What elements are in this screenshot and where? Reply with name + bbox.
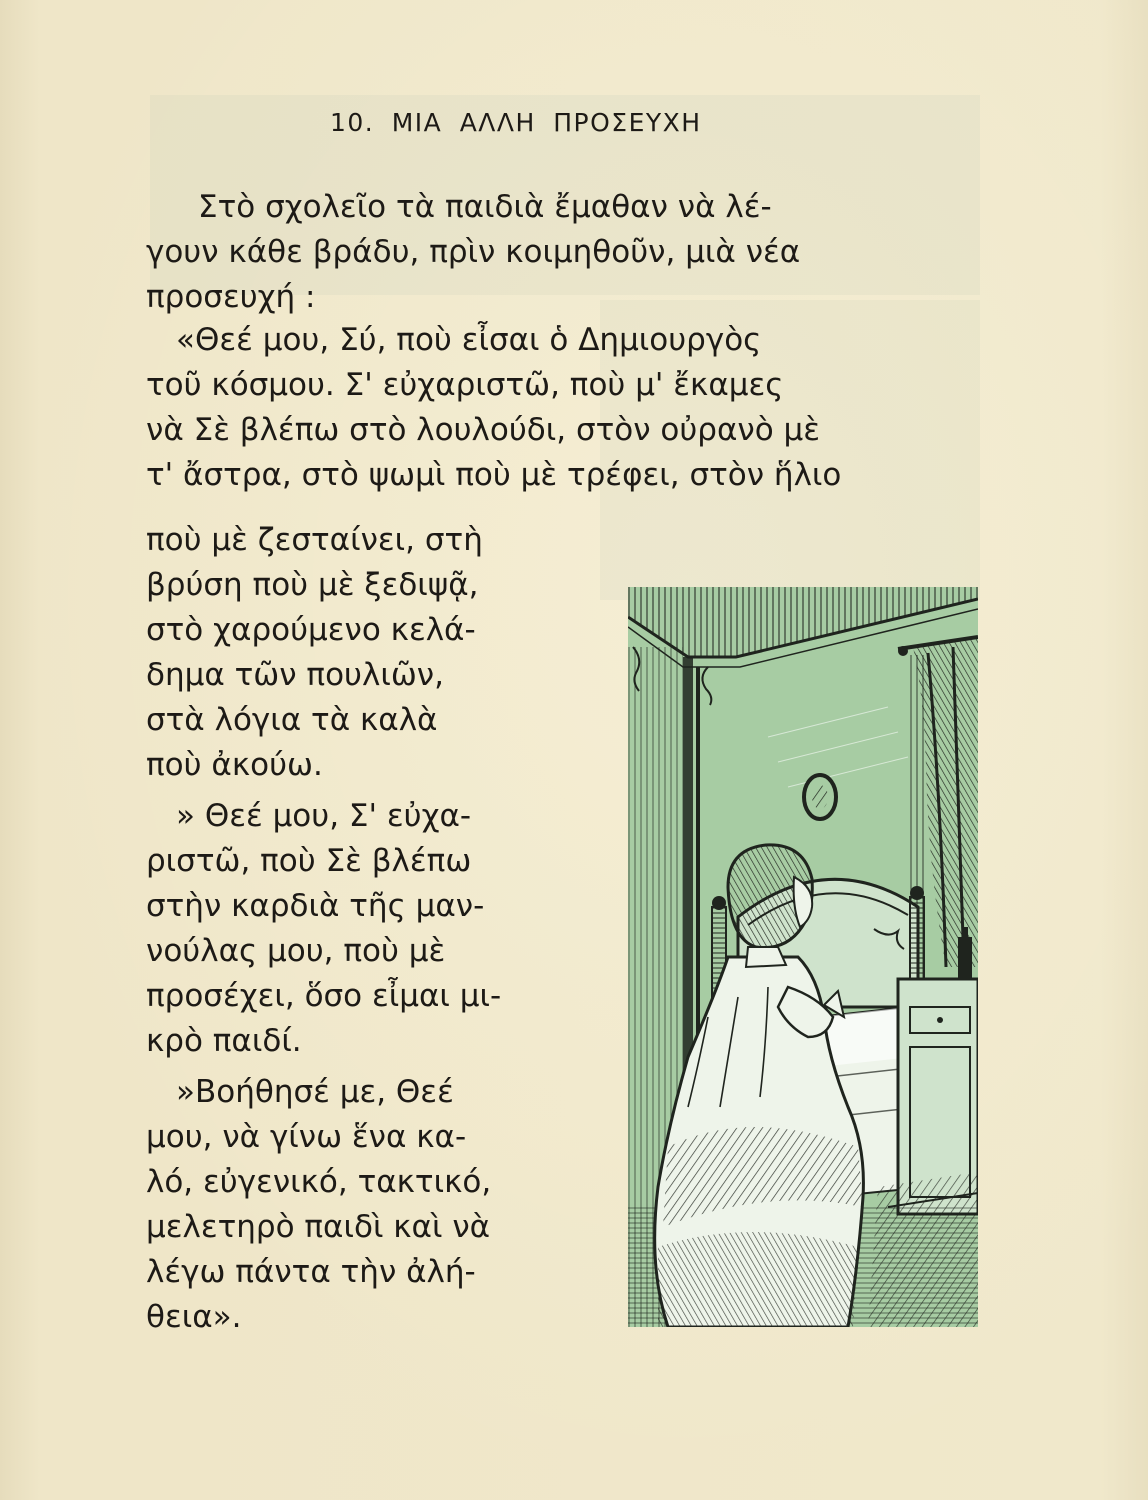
text-line: προσευχή :: [146, 279, 316, 315]
prayer-paragraph: [146, 318, 978, 498]
text-line: στὰ λόγια τὰ καλὰ: [146, 702, 438, 738]
text-line: ποὺ μὲ ζεσταίνει, στὴ: [146, 522, 483, 558]
text-line: τ' ἄστρα, στὸ ψωμὶ ποὺ μὲ τρέφει, στὸν ἥλιο: [146, 457, 842, 493]
full-width-text: [146, 185, 978, 498]
text-line: Στὸ σχολεῖο τὰ παιδιὰ ἔμαθαν νὰ λέ-: [198, 189, 772, 225]
prayer-paragraph-help: [146, 1070, 586, 1340]
text-line: λέγω πάντα τὴν ἀλή-: [146, 1254, 476, 1290]
text-line: μου, νὰ γίνω ἕνα κα-: [146, 1119, 467, 1155]
text-line: » Θεέ μου, Σ' εὐχα-: [176, 798, 472, 834]
text-line: νούλας μου, ποὺ μὲ: [146, 933, 446, 969]
text-line: ριστῶ, ποὺ Σὲ βλέπω: [146, 843, 472, 879]
text-line: «Θεέ μου, Σύ, ποὺ εἶσαι ὁ Δημιουργὸς: [176, 322, 762, 358]
narrow-text-column: [146, 518, 586, 1340]
text-line: θεια».: [146, 1299, 242, 1335]
text-line: κρὸ παιδί.: [146, 1023, 302, 1059]
text-line: βρύση ποὺ μὲ ξεδιψᾷ,: [146, 567, 479, 603]
text-line: μελετηρὸ παιδὶ καὶ νὰ: [146, 1209, 491, 1245]
text-line: »Βοήθησέ με, Θεέ: [176, 1074, 454, 1110]
text-line: γουν κάθε βράδυ, πρὶν κοιμηθοῦν, μιὰ νέα: [146, 234, 801, 270]
text-line: δημα τῶν πουλιῶν,: [146, 657, 444, 693]
text-line: στὴν καρδιὰ τῆς μαν-: [146, 888, 485, 924]
text-line: προσέχει, ὅσο εἶμαι μι-: [146, 978, 502, 1014]
text-line: στὸ χαρούμενο κελά-: [146, 612, 476, 648]
intro-paragraph: [146, 185, 978, 320]
chapter-title: 10. ΜΙΑ ΑΛΛΗ ΠΡΟΣΕΥΧΗ: [330, 108, 702, 137]
text-line: λό, εὐγενικό, τακτικό,: [146, 1164, 492, 1200]
text-line: ποὺ ἀκούω.: [146, 747, 323, 783]
text-line: νὰ Σὲ βλέπω στὸ λουλούδι, στὸν οὐρανὸ μὲ: [146, 412, 821, 448]
text-line: τοῦ κόσμου. Σ' εὐχαριστῶ, ποὺ μ' ἔκαμες: [146, 367, 784, 403]
prayer-paragraph-mother: [146, 794, 586, 1064]
prayer-paragraph-continued: [146, 518, 586, 788]
illustration-girl-praying: [628, 587, 978, 1327]
